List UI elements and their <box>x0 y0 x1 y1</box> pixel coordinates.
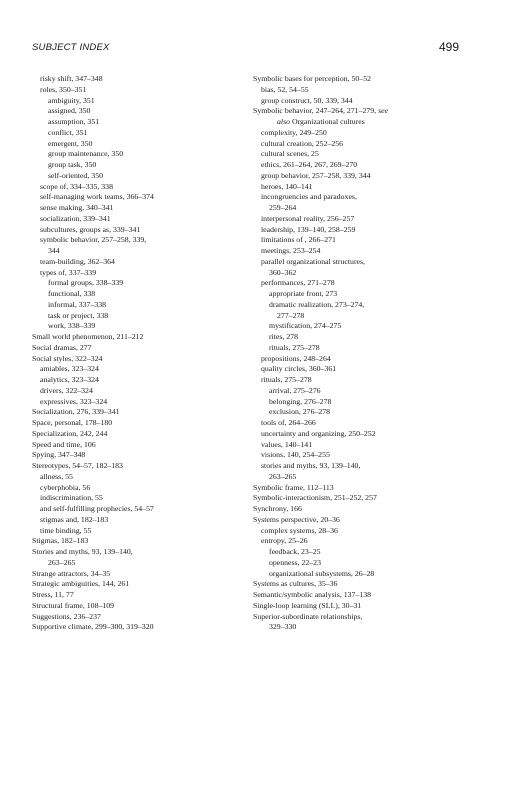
index-entry <box>32 214 232 225</box>
index-entry <box>253 483 473 494</box>
index-entry-text: Space, personal, 178–180 <box>32 418 113 427</box>
index-entry-text: openness, 22–23 <box>269 557 321 567</box>
index-entry-text: cultural scenes, 25 <box>261 149 319 159</box>
index-entry <box>253 332 473 343</box>
index-entry-text: ambiguity, 351 <box>48 95 95 105</box>
index-entry-text: Stories and myths, 93, 139–140, <box>32 547 133 556</box>
index-entry-text: conflict, 351 <box>48 127 88 137</box>
index-entry <box>32 547 232 558</box>
index-entry <box>32 354 232 365</box>
index-entry-text: Semantic/symbolic analysis, 137–138 <box>253 590 372 599</box>
index-entry-text: belonging, 276–278 <box>269 396 332 406</box>
index-entry-text: Symbolic-interactionism, 251–252, 257 <box>253 493 377 503</box>
index-entry-text: assigned, 350 <box>48 106 91 116</box>
index-entry-text: appropriate front, 273 <box>269 289 338 298</box>
index-entry-text: parallel organizational structures, <box>261 256 365 266</box>
index-entry-text: stigmas and, 182–183 <box>40 514 109 524</box>
index-entry-text: rituals, 275–278 <box>269 342 320 352</box>
index-entry-text: rituals, 275–278 <box>261 375 312 384</box>
index-entry-text: incongruencies and paradoxes, <box>261 192 357 202</box>
index-entry-text: Suggestions, 236–237 <box>32 611 101 621</box>
index-entry <box>253 203 473 214</box>
index-entry-text: leadership, 139–140, 258–259 <box>261 224 356 234</box>
index-entry <box>253 601 473 612</box>
index-entry-text: 263–265 <box>269 471 297 481</box>
index-entry <box>32 558 232 569</box>
index-entry <box>253 128 473 139</box>
index-entry <box>253 300 473 311</box>
running-header <box>32 40 459 58</box>
index-entry-text: functional, 338 <box>48 289 96 298</box>
index-entry <box>32 96 232 107</box>
index-entry <box>32 397 232 408</box>
index-entry <box>32 203 232 214</box>
index-entry <box>253 612 473 623</box>
index-entry <box>32 569 232 580</box>
index-entry <box>32 450 232 461</box>
index-entry-text: heroes, 140–141 <box>261 181 313 191</box>
index-entry <box>253 311 473 322</box>
index-entry <box>253 407 473 418</box>
index-entry-text: Supportive climate, 299–300, 319–320 <box>32 622 154 632</box>
index-entry-text: scope of, 334–335, 338 <box>40 181 113 191</box>
index-entry-text: values, 140–141 <box>261 439 313 449</box>
index-entry-text: cultural creation, 252–256 <box>261 138 344 148</box>
index-entry <box>32 139 232 150</box>
index-entry <box>253 257 473 268</box>
index-entry-text: meetings, 253–254 <box>261 246 321 255</box>
index-entry-text: Socialization, 276, 339–341 <box>32 407 120 417</box>
index-entry-text: Stigmas, 182–183 <box>32 536 89 546</box>
index-entry <box>32 192 232 203</box>
index-entry-text: group maintenance, 350 <box>48 149 124 159</box>
index-entry-text: entropy, 25–26 <box>261 536 308 546</box>
index-entry-text: group task, 350 <box>48 160 97 169</box>
index-entry-text: performances, 271–278 <box>261 278 335 288</box>
index-entry <box>32 612 232 623</box>
index-entry <box>32 128 232 139</box>
index-entry-text: complex systems, 28–36 <box>261 525 338 535</box>
index-entry-text: Speed and time, 106 <box>32 439 96 449</box>
index-entry <box>32 386 232 397</box>
index-entry <box>32 278 232 289</box>
index-entry <box>253 622 473 633</box>
index-entry <box>253 558 473 569</box>
index-entry-text: subcultures, groups as, 339–341 <box>40 224 141 234</box>
index-entry <box>253 461 473 472</box>
index-entry <box>253 440 473 451</box>
index-entry <box>253 278 473 289</box>
index-entry-text: Symbolic frame, 112–113 <box>253 482 334 492</box>
index-entry <box>32 268 232 279</box>
index-entry <box>32 493 232 504</box>
index-entry <box>253 429 473 440</box>
index-entry <box>253 139 473 150</box>
index-entry-text: exclusion, 276–278 <box>269 407 331 417</box>
index-entry <box>32 289 232 300</box>
index-entry <box>32 472 232 483</box>
index-entry <box>253 160 473 171</box>
index-entry-text: Synchrony, 166 <box>253 504 302 513</box>
index-entry-text: uncertainty and organizing, 250–252 <box>261 428 376 438</box>
index-entry <box>253 192 473 203</box>
index-entry <box>32 257 232 268</box>
index-entry <box>32 149 232 160</box>
index-entry <box>253 268 473 279</box>
index-entry <box>32 375 232 386</box>
index-entry <box>32 536 232 547</box>
index-entry <box>32 504 232 515</box>
index-entry-text: 277–278 <box>277 310 305 320</box>
index-entry-text: organizational subsystems, 26–28 <box>269 568 375 578</box>
index-entry-text: roles, 350–351 <box>40 84 87 94</box>
index-entry-text: 263–265 <box>48 557 76 567</box>
index-entry-text: expressives, 323–324 <box>40 396 108 406</box>
index-entry <box>32 526 232 537</box>
index-entry-text: 259–264 <box>269 203 297 212</box>
index-entry-text: tools of, 264–266 <box>261 418 316 427</box>
index-entry-text: Small world phenomenon, 211–212 <box>32 332 144 341</box>
index-entry-text: assumption, 351 <box>48 117 100 126</box>
index-entry-text: self-managing work teams, 366–374 <box>40 192 154 202</box>
index-entry-text: visions, 140, 254–255 <box>261 450 330 460</box>
index-entry <box>253 74 473 85</box>
index-entry <box>32 300 232 311</box>
index-entry-text: socialization, 339–341 <box>40 213 111 223</box>
index-entry <box>32 321 232 332</box>
index-entry-text: rites, 278 <box>269 332 299 341</box>
index-entry <box>253 547 473 558</box>
index-entry <box>253 106 473 117</box>
index-entry <box>32 590 232 601</box>
index-entry-text: propositions, 248–264 <box>261 353 331 363</box>
index-entry <box>32 483 232 494</box>
index-entry <box>32 332 232 343</box>
index-entry-text: Structural frame, 108–109 <box>32 600 115 610</box>
index-entry <box>253 96 473 107</box>
index-entry <box>253 418 473 429</box>
index-entry-text: emergent, 350 <box>48 138 93 148</box>
index-entry-text: complexity, 249–250 <box>261 127 327 137</box>
index-entry <box>253 235 473 246</box>
index-entry-text: analytics, 323–324 <box>40 375 99 384</box>
index-entry-text: symbolic behavior, 257–258, 339, <box>40 235 147 245</box>
index-entry-text: formal groups, 338–339 <box>48 278 124 288</box>
index-entry <box>253 289 473 300</box>
index-entry-text: work, 338–339 <box>48 321 96 331</box>
index-entry-text: group behavior, 257–258, 339, 344 <box>261 170 371 180</box>
index-entry-text: bias, 52, 54–55 <box>261 84 309 94</box>
index-entry-text: mystification, 274–275 <box>269 321 342 331</box>
index-entry-text: informal, 337–338 <box>48 299 107 309</box>
index-entry-text: Social styles, 322–324 <box>32 353 103 363</box>
index-entry-text: 360–362 <box>269 267 297 277</box>
index-entry <box>32 117 232 128</box>
index-entry-text: limitations of , 266–271 <box>261 235 336 245</box>
index-entry-text: arrival, 275–276 <box>269 385 321 395</box>
index-entry-text: Specialization, 242, 244 <box>32 428 108 438</box>
index-entry <box>32 85 232 96</box>
index-entry-text: sense making, 340–341 <box>40 203 114 212</box>
index-entry-text: interpersonal reality, 256–257 <box>261 213 355 223</box>
section-title: SUBJECT INDEX <box>32 42 110 53</box>
index-entry <box>253 472 473 483</box>
index-entry <box>253 590 473 601</box>
index-column-left <box>32 74 232 633</box>
index-entry <box>253 354 473 365</box>
index-entry <box>253 386 473 397</box>
index-entry-text: self-oriented, 350 <box>48 170 103 180</box>
index-entry <box>32 407 232 418</box>
index-entry <box>32 579 232 590</box>
index-entry <box>32 622 232 633</box>
index-entry <box>32 515 232 526</box>
index-entry <box>32 429 232 440</box>
index-entry <box>253 504 473 515</box>
index-entry-text: ethics, 261–264, 267, 269–270 <box>261 160 358 169</box>
index-entry-text: Strange attractors, 34–35 <box>32 568 111 578</box>
index-entry <box>253 225 473 236</box>
index-entry <box>32 171 232 182</box>
index-entry-text: allness, 55 <box>40 471 73 481</box>
index-entry-text: team-building, 362–364 <box>40 256 115 266</box>
index-column-right <box>253 74 473 633</box>
index-entry-text: amiables, 323–324 <box>40 364 99 374</box>
index-entry-text: risky shift, 347–348 <box>40 74 103 83</box>
index-entry-text: Systems as cultures, 35–36 <box>253 579 338 589</box>
index-entry-text: indiscrimination, 55 <box>40 493 103 503</box>
index-entry-text: and self-fulfilling prophecies, 54–57 <box>40 504 154 513</box>
index-entry <box>253 182 473 193</box>
index-entry-text: Superior-subordinate relationships, <box>253 611 363 621</box>
index-entry-text: Single-loop learning (SLL), 30–31 <box>253 600 362 610</box>
index-entry <box>253 450 473 461</box>
index-entry-text: quality circles, 360–361 <box>261 364 337 374</box>
index-entry <box>32 246 232 257</box>
index-entry-text: time binding, 55 <box>40 525 92 535</box>
index-entry <box>32 160 232 171</box>
index-entry <box>32 235 232 246</box>
index-entry-text: 329–330 <box>269 622 297 632</box>
index-entry <box>32 418 232 429</box>
index-entry <box>253 569 473 580</box>
index-entry <box>253 397 473 408</box>
index-entry-text: group construct, 50, 339, 344 <box>261 95 353 105</box>
index-entry-text: Spying, 347–348 <box>32 450 86 460</box>
index-entry <box>253 536 473 547</box>
index-entry-text: Symbolic behavior, 247–264, 271–279, <box>253 106 377 116</box>
index-entry-text: Stress, 11, 77 <box>32 590 74 599</box>
index-entry <box>253 214 473 225</box>
index-entry-text: drivers, 322–324 <box>40 385 93 395</box>
index-entry-text: Strategic ambiguities, 144, 261 <box>32 579 130 589</box>
index-entry-text: Stereotypes, 54–57, 182–183 <box>32 461 123 470</box>
index-entry <box>32 343 232 354</box>
index-entry <box>253 85 473 96</box>
index-entry <box>253 515 473 526</box>
index-entry-text: cyberphobia, 56 <box>40 482 91 492</box>
index-entry-text: Systems perspective, 20–36 <box>253 514 340 524</box>
index-entry <box>253 149 473 160</box>
index-entry <box>253 246 473 257</box>
index-entry <box>253 321 473 332</box>
index-entry <box>253 364 473 375</box>
index-entry-text: feedback, 23–25 <box>269 547 321 556</box>
cross-reference-target: Organizational cultures <box>290 117 365 126</box>
index-entry <box>32 225 232 236</box>
index-entry <box>32 311 232 322</box>
index-entry <box>32 364 232 375</box>
index-entry-text: task or project, 338 <box>48 310 109 320</box>
index-entry <box>32 106 232 117</box>
index-entry <box>253 171 473 182</box>
index-entry-text: stories and myths, 93, 139–140, <box>261 461 361 470</box>
index-entry <box>253 375 473 386</box>
index-entry <box>253 579 473 590</box>
index-entry <box>32 461 232 472</box>
index-entry <box>253 117 473 128</box>
index-entry <box>32 440 232 451</box>
index-entry-text: dramatic realization, 273–274, <box>269 299 365 309</box>
index-entry-text: 344 <box>48 246 60 255</box>
index-entry <box>253 526 473 537</box>
index-entry <box>253 343 473 354</box>
index-entry-text: Social dramas, 277 <box>32 342 92 352</box>
index-entry-text: Symbolic bases for perception, 50–52 <box>253 74 372 83</box>
cross-reference: see <box>378 106 389 116</box>
index-entry-text: types of, 337–339 <box>40 267 97 277</box>
index-entry <box>32 74 232 85</box>
page-number: 499 <box>438 40 459 54</box>
index-entry <box>32 601 232 612</box>
index-entry <box>32 182 232 193</box>
cross-reference: also <box>277 117 290 126</box>
index-entry <box>253 493 473 504</box>
